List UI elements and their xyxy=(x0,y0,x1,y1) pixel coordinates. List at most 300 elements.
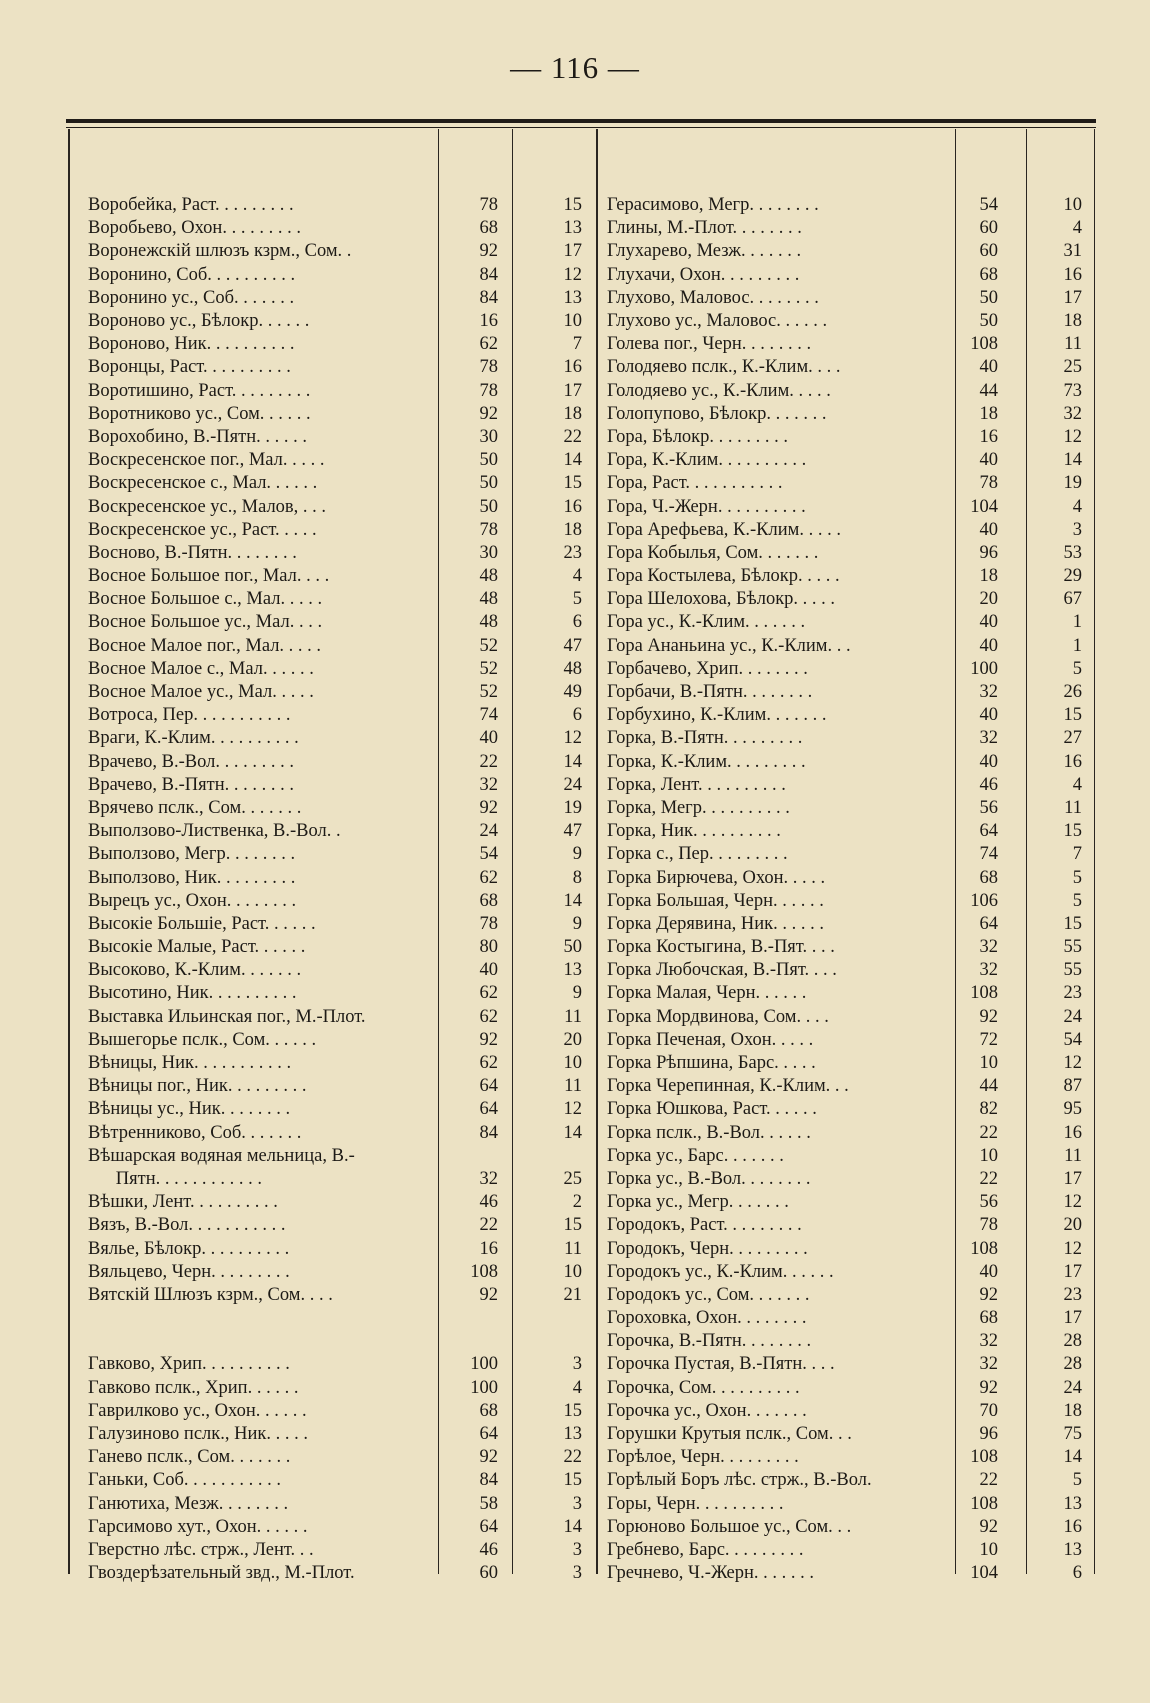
index-entry xyxy=(607,1446,1082,1469)
index-entry xyxy=(607,611,1082,634)
index-entry xyxy=(607,356,1082,379)
entry-name: Гора, Ч.-Жерн. . . . . . . . . . xyxy=(607,496,806,517)
entry-name: Вороново ус., Бѣлокр. . . . . . xyxy=(88,311,310,332)
index-entry xyxy=(88,1284,582,1307)
entry-number: 13 xyxy=(563,218,582,239)
entry-page: 104 xyxy=(970,1563,998,1584)
index-entry xyxy=(88,1493,582,1516)
entry-page: 10 xyxy=(979,1145,998,1166)
entry-name: Голодяево ус., К.-Клим. . . . . xyxy=(607,380,831,401)
entry-number: 17 xyxy=(563,241,582,262)
entry-page: 92 xyxy=(979,1377,998,1398)
entry-page: 108 xyxy=(470,1261,498,1282)
index-entry xyxy=(88,913,582,936)
entry-page: 22 xyxy=(979,1168,998,1189)
index-entry xyxy=(607,449,1082,472)
left-index-column xyxy=(88,194,582,1585)
index-entry xyxy=(607,194,1082,217)
entry-name: Вотроса, Пер. . . . . . . . . . . xyxy=(88,705,291,726)
entry-page: 32 xyxy=(479,1168,498,1189)
entry-name: Вѣшарская водяная мельница, В.- xyxy=(88,1145,355,1166)
index-entry xyxy=(88,1168,582,1191)
index-entry xyxy=(607,426,1082,449)
index-entry xyxy=(607,287,1082,310)
entry-name: Воскресенское ус., Малов, . . . xyxy=(88,496,327,517)
entry-number: 29 xyxy=(1063,566,1082,587)
entry-name: Воробьево, Охон. . . . . . . . . xyxy=(88,218,301,239)
entry-number: 20 xyxy=(563,1029,582,1050)
entry-page: 30 xyxy=(479,542,498,563)
top-rule-thin xyxy=(66,127,1096,128)
entry-page: 100 xyxy=(970,658,998,679)
index-entry xyxy=(607,472,1082,495)
entry-page: 46 xyxy=(979,774,998,795)
entry-name: Восное Малое пог., Мал. . . . . xyxy=(88,635,322,656)
entry-page: 92 xyxy=(479,403,498,424)
index-entry xyxy=(607,1168,1082,1191)
entry-number: 9 xyxy=(572,913,582,934)
entry-page: 100 xyxy=(470,1354,498,1375)
entry-page: 32 xyxy=(979,682,998,703)
index-entry xyxy=(88,635,582,658)
entry-name: Вѣницы пог., Ник. . . . . . . . . xyxy=(88,1076,307,1097)
index-entry xyxy=(88,1214,582,1237)
entry-page: 108 xyxy=(970,1493,998,1514)
entry-name: Высокіе Большіе, Раст. . . . . . xyxy=(88,913,316,934)
index-entry xyxy=(607,1516,1082,1539)
index-entry xyxy=(88,426,582,449)
index-entry xyxy=(88,658,582,681)
entry-name: Ворохобино, В.-Пятн. . . . . . xyxy=(88,426,307,447)
entry-number: 5 xyxy=(572,589,582,610)
entry-name: Горка Черепинная, К.-Клим. . . xyxy=(607,1076,849,1097)
entry-name: Горюново Большое ус., Сом. . . xyxy=(607,1516,852,1537)
entry-number: 11 xyxy=(564,1076,582,1097)
index-entry xyxy=(607,403,1082,426)
entry-number: 3 xyxy=(1072,519,1082,540)
index-entry xyxy=(607,1469,1082,1492)
entry-number: 14 xyxy=(563,450,582,471)
entry-page: 10 xyxy=(979,1053,998,1074)
entry-number: 17 xyxy=(1063,1168,1082,1189)
index-entry xyxy=(607,681,1082,704)
entry-number: 18 xyxy=(1063,311,1082,332)
entry-number: 17 xyxy=(563,380,582,401)
index-entry xyxy=(607,1098,1082,1121)
entry-page: 62 xyxy=(479,983,498,1004)
index-entry xyxy=(88,1261,582,1284)
entry-page: 72 xyxy=(979,1029,998,1050)
entry-name: Горка, К.-Клим. . . . . . . . . xyxy=(607,751,806,772)
entry-number: 73 xyxy=(1063,380,1082,401)
entry-number: 12 xyxy=(563,264,582,285)
entry-name: Выползово-Лиственка, В.-Вол. . xyxy=(88,821,341,842)
entry-page: 68 xyxy=(479,218,498,239)
entry-number: 32 xyxy=(1063,403,1082,424)
entry-name: Вѣшки, Лент. . . . . . . . . . xyxy=(88,1192,278,1213)
entry-number: 23 xyxy=(1063,1284,1082,1305)
entry-page: 60 xyxy=(979,218,998,239)
entry-number: 10 xyxy=(1063,195,1082,216)
entry-name: Выползово, Мегр. . . . . . . . xyxy=(88,844,296,865)
entry-name: Врячево пслк., Сом. . . . . . . xyxy=(88,797,302,818)
entry-number: 6 xyxy=(572,612,582,633)
index-entry xyxy=(607,240,1082,263)
entry-name: Горочка ус., Охон. . . . . . . xyxy=(607,1400,807,1421)
entry-number: 23 xyxy=(1063,983,1082,1004)
entry-number: 48 xyxy=(563,658,582,679)
entry-number: 15 xyxy=(1063,913,1082,934)
index-entry xyxy=(88,287,582,310)
index-entry xyxy=(607,936,1082,959)
entry-page: 68 xyxy=(979,264,998,285)
entry-name: Городокъ ус., К.-Клим. . . . . . xyxy=(607,1261,834,1282)
index-entry xyxy=(88,843,582,866)
entry-name: Гавково пслк., Хрип. . . . . . xyxy=(88,1377,299,1398)
entry-page: 64 xyxy=(979,821,998,842)
entry-name: Глухарево, Мезж. . . . . . . xyxy=(607,241,802,262)
entry-page: 78 xyxy=(479,357,498,378)
entry-name: Гора, Раст. . . . . . . . . . . xyxy=(607,473,783,494)
index-entry xyxy=(88,264,582,287)
entry-name: Гора Кобылья, Сом. . . . . . . xyxy=(607,542,819,563)
index-entry xyxy=(88,1006,582,1029)
index-entry xyxy=(88,449,582,472)
index-entry xyxy=(607,727,1082,750)
entry-page: 96 xyxy=(979,1424,998,1445)
entry-page: 74 xyxy=(979,844,998,865)
entry-page: 40 xyxy=(479,728,498,749)
index-entry xyxy=(88,751,582,774)
index-entry xyxy=(88,681,582,704)
entry-name: Горка Мордвинова, Сом. . . . xyxy=(607,1006,829,1027)
entry-number: 9 xyxy=(572,983,582,1004)
entry-number: 75 xyxy=(1063,1424,1082,1445)
index-entry xyxy=(88,1145,582,1168)
entry-page: 82 xyxy=(979,1099,998,1120)
index-entry xyxy=(607,751,1082,774)
entry-page: 106 xyxy=(970,890,998,911)
entry-page: 18 xyxy=(979,566,998,587)
entry-page: 10 xyxy=(979,1539,998,1560)
entry-page: 22 xyxy=(479,751,498,772)
entry-name: Глухачи, Охон. . . . . . . . . xyxy=(607,264,800,285)
entry-number: 25 xyxy=(563,1168,582,1189)
entry-number: 16 xyxy=(1063,751,1082,772)
entry-name: Воронцы, Раст. . . . . . . . . . xyxy=(88,357,291,378)
entry-name: Голодяево пслк., К.-Клим. . . . xyxy=(607,357,841,378)
entry-page: 108 xyxy=(970,334,998,355)
index-entry xyxy=(607,333,1082,356)
entry-number: 3 xyxy=(572,1539,582,1560)
entry-number: 15 xyxy=(563,1470,582,1491)
entry-page: 70 xyxy=(979,1400,998,1421)
entry-name: Вязъ, В.-Вол. . . . . . . . . . . xyxy=(88,1215,286,1236)
entry-page: 78 xyxy=(479,380,498,401)
entry-number: 13 xyxy=(1063,1493,1082,1514)
entry-name: Восное Большое ус., Мал. . . . xyxy=(88,612,323,633)
entry-page: 84 xyxy=(479,287,498,308)
entry-number: 24 xyxy=(1063,1006,1082,1027)
entry-page: 40 xyxy=(979,635,998,656)
entry-number: 53 xyxy=(1063,542,1082,563)
entry-name: Глины, М.-Плот. . . . . . . . xyxy=(607,218,802,239)
entry-name: Воскресенское пог., Мал. . . . . xyxy=(88,450,325,471)
entry-name: Воронежскій шлюзъ кзрм., Сом. . xyxy=(88,241,352,262)
entry-number: 18 xyxy=(563,519,582,540)
entry-name: Гречнево, Ч.-Жерн. . . . . . . xyxy=(607,1563,814,1584)
entry-page: 60 xyxy=(979,241,998,262)
entry-page: 50 xyxy=(979,287,998,308)
entry-number: 55 xyxy=(1063,937,1082,958)
entry-number: 49 xyxy=(563,682,582,703)
entry-page: 62 xyxy=(479,334,498,355)
index-entry xyxy=(607,1191,1082,1214)
entry-name: Герасимово, Мегр. . . . . . . . xyxy=(607,195,819,216)
column-divider xyxy=(596,129,598,1574)
entry-number: 19 xyxy=(1063,473,1082,494)
entry-name: Ганево пслк., Сом. . . . . . . xyxy=(88,1447,291,1468)
entry-name: Горбухино, К.-Клим. . . . . . . xyxy=(607,705,827,726)
entry-page: 16 xyxy=(979,426,998,447)
entry-name: Гвоздерѣзательный звд., М.-Плот. xyxy=(88,1563,355,1584)
entry-number: 18 xyxy=(563,403,582,424)
entry-name: Горочка, Сом. . . . . . . . . . xyxy=(607,1377,800,1398)
entry-number: 27 xyxy=(1063,728,1082,749)
entry-page: 40 xyxy=(479,960,498,981)
entry-number: 19 xyxy=(563,797,582,818)
entry-page: 92 xyxy=(979,1284,998,1305)
entry-page: 32 xyxy=(979,937,998,958)
entry-page: 40 xyxy=(979,1261,998,1282)
entry-name: Гора, Бѣлокр. . . . . . . . . xyxy=(607,426,789,447)
entry-number: 10 xyxy=(563,1053,582,1074)
entry-page: 32 xyxy=(979,728,998,749)
entry-name: Вороново, Ник. . . . . . . . . . xyxy=(88,334,295,355)
entry-name: Городокъ ус., Сом. . . . . . . xyxy=(607,1284,810,1305)
entry-page: 52 xyxy=(479,682,498,703)
entry-number: 17 xyxy=(1063,287,1082,308)
index-entry xyxy=(88,403,582,426)
index-entry xyxy=(607,797,1082,820)
index-entry xyxy=(607,843,1082,866)
entry-page: 64 xyxy=(479,1424,498,1445)
index-entry xyxy=(88,356,582,379)
entry-number: 22 xyxy=(563,1447,582,1468)
entry-page: 68 xyxy=(979,867,998,888)
index-entry xyxy=(607,1237,1082,1260)
index-entry xyxy=(607,380,1082,403)
entry-number: 9 xyxy=(572,844,582,865)
index-entry xyxy=(88,727,582,750)
entry-page: 92 xyxy=(979,1516,998,1537)
entry-number: 17 xyxy=(1063,1308,1082,1329)
index-entry xyxy=(88,890,582,913)
entry-number: 95 xyxy=(1063,1099,1082,1120)
entry-page: 108 xyxy=(970,1238,998,1259)
index-entry xyxy=(607,519,1082,542)
entry-number: 4 xyxy=(572,1377,582,1398)
entry-page: 68 xyxy=(479,890,498,911)
entry-number: 11 xyxy=(1064,1145,1082,1166)
entry-page: 44 xyxy=(979,380,998,401)
entry-name: Гора ус., К.-Клим. . . . . . . xyxy=(607,612,806,633)
index-entry xyxy=(88,1191,582,1214)
index-entry xyxy=(607,1539,1082,1562)
entry-number: 4 xyxy=(1072,774,1082,795)
entry-number: 5 xyxy=(1072,867,1082,888)
entry-name: Вялье, Бѣлокр. . . . . . . . . . xyxy=(88,1238,290,1259)
entry-name: Высотино, Ник. . . . . . . . . . xyxy=(88,983,297,1004)
entry-number: 16 xyxy=(563,357,582,378)
entry-page: 78 xyxy=(479,519,498,540)
index-entry xyxy=(607,1145,1082,1168)
entry-number: 11 xyxy=(1064,334,1082,355)
entry-number: 5 xyxy=(1072,1470,1082,1491)
entry-number: 16 xyxy=(1063,1516,1082,1537)
entry-name: Врачево, В.-Пятн. . . . . . . . xyxy=(88,774,295,795)
entry-number: 13 xyxy=(563,1424,582,1445)
entry-page: 48 xyxy=(479,612,498,633)
entry-page: 68 xyxy=(479,1400,498,1421)
index-entry xyxy=(607,1562,1082,1585)
entry-page: 40 xyxy=(979,357,998,378)
entry-name: Воротишино, Раст. . . . . . . . . xyxy=(88,380,311,401)
index-entry xyxy=(607,1493,1082,1516)
entry-name: Восное Малое ус., Мал. . . . . xyxy=(88,682,314,703)
index-entry xyxy=(607,658,1082,681)
index-entry xyxy=(88,1098,582,1121)
entry-number: 16 xyxy=(563,496,582,517)
entry-page: 32 xyxy=(979,960,998,981)
entry-page: 108 xyxy=(970,1447,998,1468)
entry-page: 92 xyxy=(479,1447,498,1468)
entry-page: 56 xyxy=(979,1192,998,1213)
index-entry xyxy=(607,495,1082,518)
index-entry xyxy=(88,866,582,889)
entry-page: 62 xyxy=(479,867,498,888)
entry-name: Горка Костыгина, В.-Пят. . . . xyxy=(607,937,835,958)
index-entry xyxy=(607,264,1082,287)
index-entry xyxy=(88,1377,582,1400)
index-entry xyxy=(607,1029,1082,1052)
column-divider xyxy=(1094,129,1095,1574)
index-entry xyxy=(88,704,582,727)
entry-page: 84 xyxy=(479,1470,498,1491)
entry-name: Вяльцево, Черн. . . . . . . . . xyxy=(88,1261,290,1282)
entry-name: Глухово ус., Маловос. . . . . . xyxy=(607,311,828,332)
entry-name: Горка, Ник. . . . . . . . . . xyxy=(607,821,781,842)
entry-name: Вѣницы ус., Ник. . . . . . . . xyxy=(88,1099,291,1120)
index-entry xyxy=(607,1330,1082,1353)
entry-name: Горочка, В.-Пятн. . . . . . . . xyxy=(607,1331,812,1352)
index-entry xyxy=(88,820,582,843)
entry-page: 78 xyxy=(479,195,498,216)
entry-page: 32 xyxy=(979,1331,998,1352)
entry-name: Воронино, Соб. . . . . . . . . . xyxy=(88,264,296,285)
entry-number: 25 xyxy=(1063,357,1082,378)
index-entry xyxy=(607,890,1082,913)
entry-number: 12 xyxy=(1063,426,1082,447)
entry-page: 52 xyxy=(479,635,498,656)
index-entry xyxy=(88,472,582,495)
page-number: — 116 — xyxy=(510,50,640,85)
entry-page: 22 xyxy=(979,1122,998,1143)
entry-number: 13 xyxy=(563,287,582,308)
entry-page: 22 xyxy=(479,1215,498,1236)
entry-name: Гверстно лѣс. стрж., Лент. . . xyxy=(88,1539,314,1560)
entry-page: 64 xyxy=(479,1076,498,1097)
index-entry xyxy=(607,774,1082,797)
entry-number: 15 xyxy=(563,1400,582,1421)
entry-number: 18 xyxy=(1063,1400,1082,1421)
index-entry xyxy=(607,1214,1082,1237)
entry-page: 78 xyxy=(979,1215,998,1236)
entry-name: Горка Печеная, Охон. . . . . xyxy=(607,1029,814,1050)
entry-page: 100 xyxy=(470,1377,498,1398)
entry-name: Высокіе Малые, Раст. . . . . . xyxy=(88,937,306,958)
entry-page: 50 xyxy=(479,473,498,494)
entry-number: 15 xyxy=(563,473,582,494)
entry-page: 40 xyxy=(979,450,998,471)
entry-name: Голева пог., Черн. . . . . . . . xyxy=(607,334,812,355)
entry-name: Выставка Ильинская пог., М.-Плот. xyxy=(88,1006,366,1027)
entry-number: 31 xyxy=(1063,241,1082,262)
entry-number: 14 xyxy=(563,1122,582,1143)
entry-name: Гора, К.-Клим. . . . . . . . . . xyxy=(607,450,807,471)
entry-name: Горка Рѣпшина, Барс. . . . . xyxy=(607,1053,816,1074)
right-index-column xyxy=(607,194,1082,1585)
entry-number: 11 xyxy=(564,1238,582,1259)
entry-number: 22 xyxy=(563,426,582,447)
entry-number: 15 xyxy=(1063,821,1082,842)
entry-number: 28 xyxy=(1063,1331,1082,1352)
entry-name: Восное Большое пог., Мал. . . . xyxy=(88,566,330,587)
entry-page: 32 xyxy=(979,1354,998,1375)
entry-number: 2 xyxy=(572,1192,582,1213)
entry-page: 68 xyxy=(979,1308,998,1329)
entry-page: 46 xyxy=(479,1539,498,1560)
entry-name: Гора Шелохова, Бѣлокр. . . . . xyxy=(607,589,836,610)
entry-number: 15 xyxy=(563,195,582,216)
entry-number: 6 xyxy=(572,705,582,726)
entry-name: Вышегорье пслк., Сом. . . . . . xyxy=(88,1029,317,1050)
entry-page: 20 xyxy=(979,589,998,610)
index-entry xyxy=(88,1516,582,1539)
entry-page: 54 xyxy=(979,195,998,216)
entry-number: 47 xyxy=(563,635,582,656)
entry-page: 80 xyxy=(479,937,498,958)
index-entry xyxy=(88,1237,582,1260)
index-entry xyxy=(607,820,1082,843)
index-entry xyxy=(607,1423,1082,1446)
entry-number: 14 xyxy=(563,751,582,772)
index-entry xyxy=(88,495,582,518)
entry-page: 16 xyxy=(479,311,498,332)
entry-name: Гавково, Хрип. . . . . . . . . . xyxy=(88,1354,290,1375)
entry-page: 40 xyxy=(979,751,998,772)
entry-page: 48 xyxy=(479,566,498,587)
entry-name: Воротниково ус., Сом. . . . . . xyxy=(88,403,311,424)
entry-name: Горы, Черн. . . . . . . . . . xyxy=(607,1493,784,1514)
entry-name: Восново, В.-Пятн. . . . . . . . xyxy=(88,542,297,563)
index-entry xyxy=(607,1075,1082,1098)
entry-name: Ганютиха, Мезж. . . . . . . . xyxy=(88,1493,289,1514)
index-entry xyxy=(88,1400,582,1423)
entry-name: Восное Большое с., Мал. . . . . xyxy=(88,589,323,610)
entry-number: 14 xyxy=(1063,450,1082,471)
index-entry xyxy=(88,1469,582,1492)
